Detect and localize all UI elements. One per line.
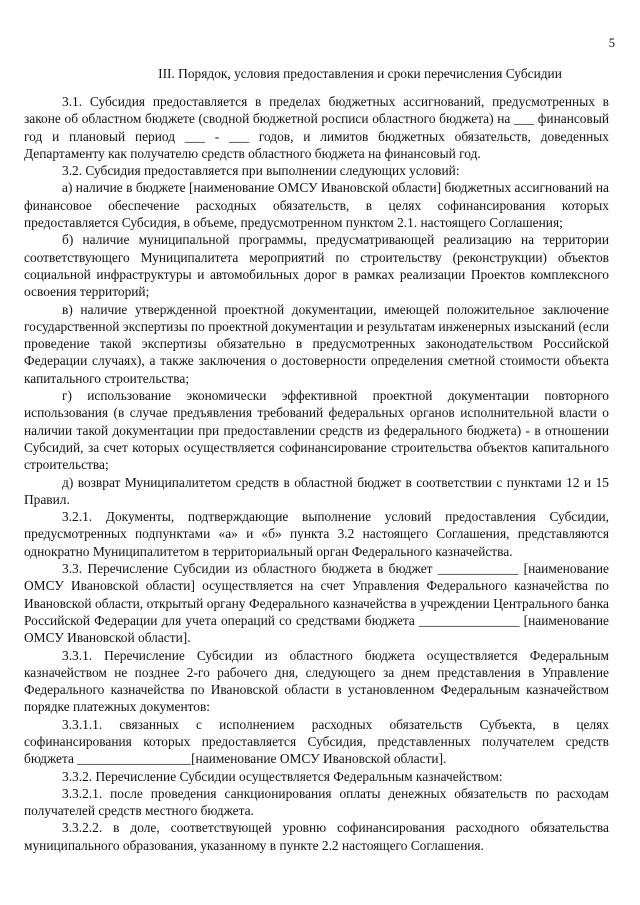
paragraph-3-3-2-2: 3.3.2.2. в доле, соответствующей уровню софинансирования расходного обязательства муниципального образования, указанному в пункте 2.2 настоящего Соглашения. <box>24 820 609 853</box>
paragraph-3-1: 3.1. Субсидия предоставляется в пределах бюджетных ассигнований, предусмотренных в законе об областном бюджете (сводной бюджетной росписи областного бюджета) на ___ финансовый год и плановый период ___ - ___ годов, и лимитов бюджетных обязательств, доведенных Департаменту как получателю средств областного бюджета на финансовый год. <box>24 94 609 161</box>
paragraph-3-2: 3.2. Субсидия предоставляется при выполнении следующих условий: <box>62 163 460 179</box>
page-number: 5 <box>608 36 615 50</box>
paragraph-3-3-1: 3.3.1. Перечисление Субсидии из областного бюджета осуществляется Федеральным казначейством не позднее 2-го рабочего дня, следующего за днем представления в Управление Федерального казначейства по Ивановской области в установленном Федеральным казначейством порядке платежных документов: <box>24 647 609 715</box>
document-body <box>24 93 609 854</box>
paragraph-3-3-2: 3.3.2. Перечисление Субсидии осуществляется Федеральным казначейством: <box>62 768 503 784</box>
paragraph-3-2-1: 3.2.1. Документы, подтверждающие выполнение условий предоставления Субсидии, предусмотренных подпунктами «а» и «б» пункта 3.2 настоящего Соглашения, представляются однократно Муниципалитетом в территориальный орган Федерального казначейства. <box>24 509 609 559</box>
condition-a: а) наличие в бюджете [наименование ОМСУ Ивановской области] бюджетных ассигнований на финансовое обеспечение расходных обязательств, в целях софинансирования которых предоставляется Субсидия, в объеме, предусмотренном пунктом 2.1. настоящего Соглашения; <box>24 180 609 231</box>
section-heading: III. Порядок, условия предоставления и сроки перечисления Субсидии <box>158 66 562 81</box>
condition-g: г) использование экономически эффективной проектной документации повторного использования (в случае предъявления требований федеральных органов исполнительной власти о наличии такой документации при предоставлении средств из федерального бюджета) - в отношении Субсидий, за счет которых осуществляется софинансирование строительства объектов капитального строительства; <box>24 388 609 473</box>
paragraph-3-3-1-1: 3.3.1.1. связанных с исполнением расходных обязательств Субъекта, в целях софинансирования которых предоставляется Субсидия, представленных получателем средств бюджета _________________[наименование ОМСУ Ивановской области]. <box>24 716 609 767</box>
paragraph-3-3-2-1: 3.3.2.1. после проведения санкционирования оплаты денежных обязательств по расходам получателей средств местного бюджета. <box>24 785 609 819</box>
condition-d: д) возврат Муниципалитетом средств в областной бюджет в соответствии с пунктами 12 и 15 Правил. <box>24 474 609 507</box>
paragraph-3-3: 3.3. Перечисление Субсидии из областного бюджета в бюджет ____________ [наименование ОМСУ Ивановской области] осуществляется на счет Управления Федерального казначейства по Ивановской области, открытый органу Федерального казначейства в учреждении Центрального банка Российской Федерации для учета операций со средствами бюджета _______________ [наименование ОМСУ Ивановской области]. <box>24 561 609 646</box>
condition-b: б) наличие муниципальной программы, предусматривающей реализацию на территории соответствующего Муниципалитета мероприятий по строительству (реконструкции) объектов социальной инфраструктуры и автомобильных дорог в рамках реализации Проектов комплексного освоения территорий; <box>24 232 609 300</box>
condition-v: в) наличие утвержденной проектной документации, имеющей положительное заключение государственной экспертизы по проектной документации и результатам инженерных изысканий (если проведение такой экспертизы обязательно в предусмотренных законодательством Российской Федерации случаях), а также заключения о достоверности определения сметной стоимости объекта капитального строительства; <box>24 301 609 386</box>
